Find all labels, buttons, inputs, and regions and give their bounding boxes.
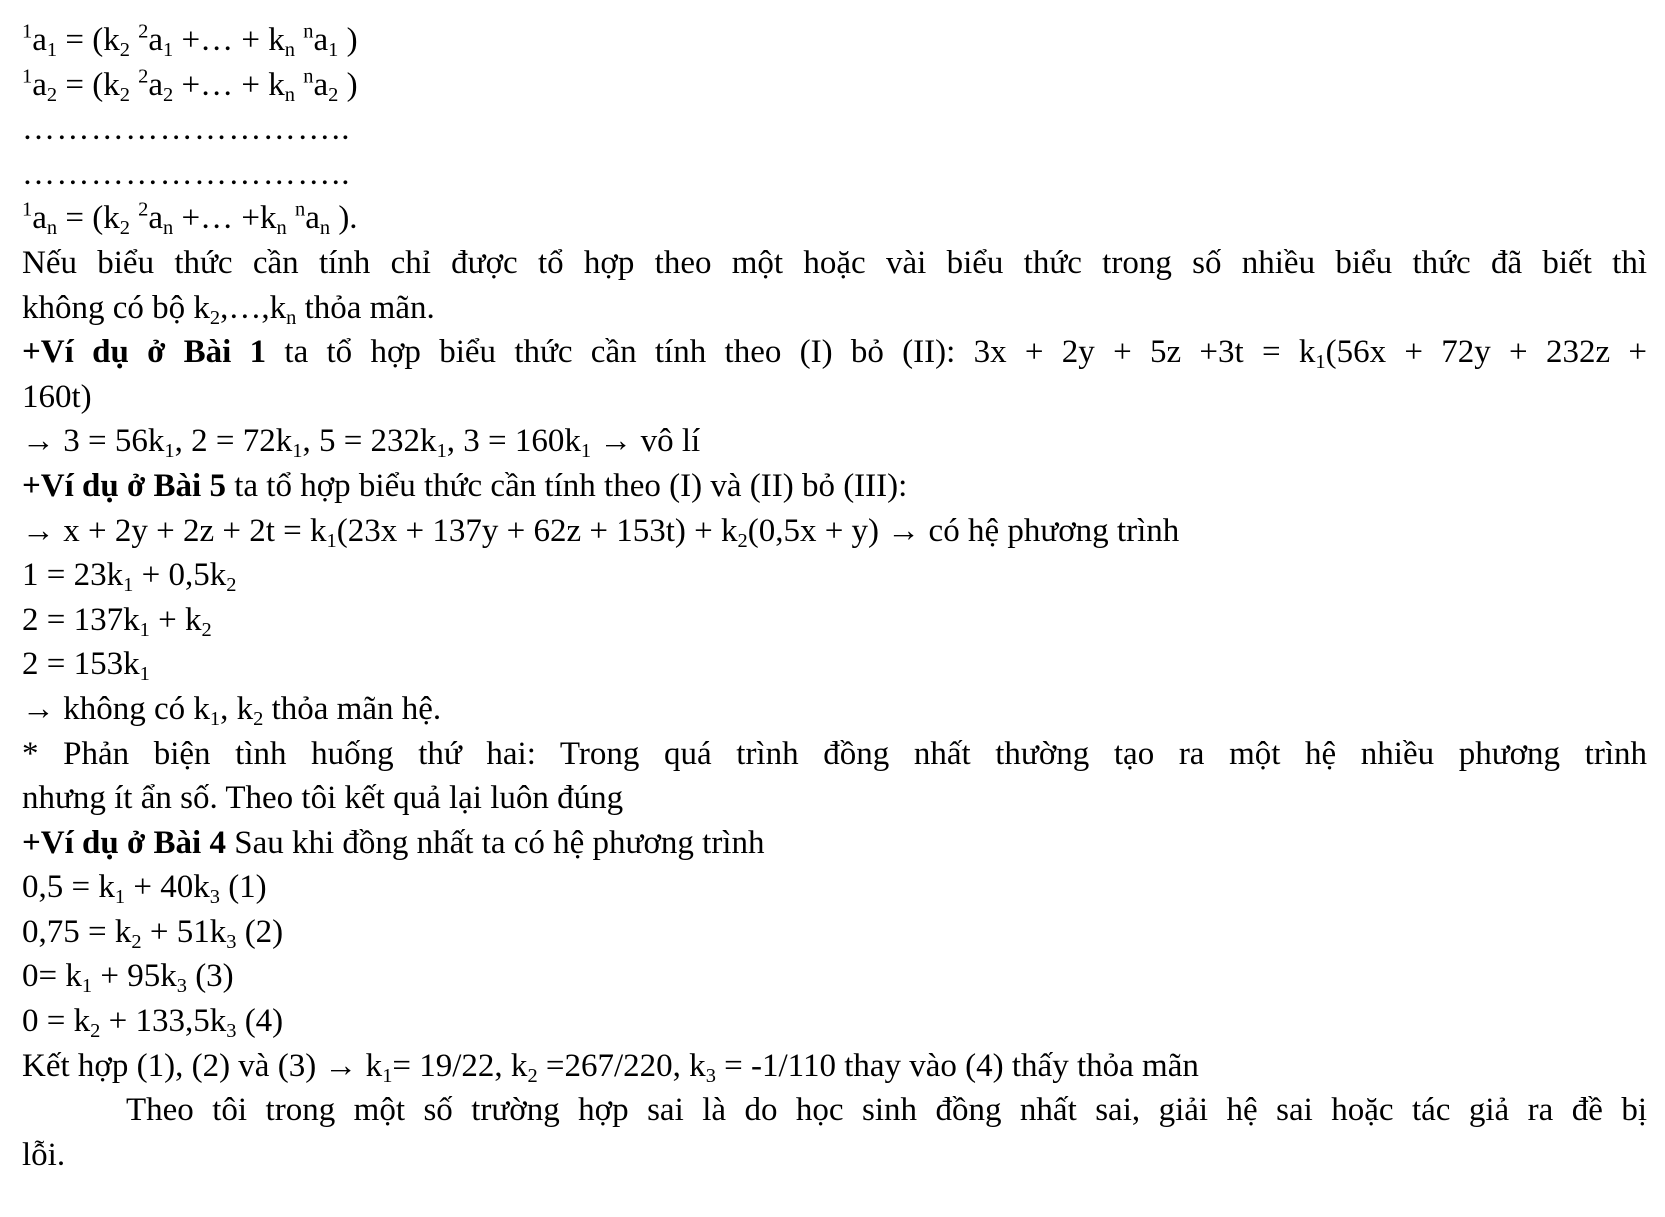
- text-run: Theo tôi trong một số trường hợp sai là do học sinh đồng nhất sai, giải hệ sai hoặc tác giả ra đề bị: [126, 1092, 1647, 1129]
- text-run: [130, 22, 138, 58]
- text-run: (56x + 72y + 232z +: [1325, 334, 1648, 371]
- subscript: 1: [292, 440, 303, 463]
- subscript: n: [284, 83, 295, 106]
- subscript: 2: [119, 83, 130, 106]
- text-run: → vô lí: [591, 423, 701, 460]
- text-run: a: [148, 66, 164, 103]
- text-run: 0,75 = k: [22, 913, 132, 950]
- text-run: (4): [236, 1003, 284, 1040]
- subscript: 2: [527, 1064, 538, 1087]
- superscript: 1: [22, 199, 33, 222]
- text-run: , 3 = 160k: [446, 423, 581, 460]
- text-run: 0= k: [22, 958, 82, 995]
- text-run: a: [313, 22, 329, 58]
- text-line: [22, 642, 1647, 687]
- text-run: → không có k: [22, 690, 210, 727]
- subscript: 1: [328, 39, 339, 62]
- text-line: [22, 999, 1647, 1044]
- text-line: [22, 1044, 1647, 1089]
- subscript: 1: [382, 1064, 393, 1087]
- text-run: + 51k: [141, 913, 227, 950]
- text-line: [22, 553, 1647, 598]
- subscript: n: [163, 217, 174, 240]
- subscript: 2: [201, 618, 212, 641]
- text-line: [22, 241, 1647, 286]
- text-line: [22, 196, 1647, 241]
- text-run: (1): [219, 869, 267, 906]
- ellipsis-line: [22, 152, 1647, 197]
- text-run: ,…,k: [220, 289, 287, 326]
- text-run: a: [32, 200, 47, 237]
- subscript: 3: [209, 886, 220, 909]
- text-run: ): [338, 22, 358, 58]
- text-run: , k: [220, 690, 254, 727]
- text-run: lỗi.: [22, 1136, 66, 1173]
- subscript: 1: [114, 886, 126, 909]
- text-run: không có bộ k: [22, 289, 210, 326]
- text-run: 160t): [22, 378, 92, 415]
- subscript: 2: [253, 708, 264, 731]
- text-run: , 5 = 232k: [302, 423, 437, 460]
- bold-label: +Ví dụ ở Bài 5: [22, 467, 226, 504]
- subscript: 1: [123, 574, 134, 597]
- text-line: [22, 954, 1647, 999]
- text-line: [22, 910, 1647, 955]
- text-run: + k: [149, 601, 202, 638]
- subscript: 2: [46, 83, 58, 106]
- superscript: n: [303, 65, 314, 88]
- subscript: n: [276, 217, 287, 240]
- text-line: [22, 464, 1647, 509]
- text-run: ta tổ hợp biểu thức cần tính theo (I) bỏ (II): 3x + 2y + 5z +3t = k: [266, 334, 1316, 371]
- text-run: (2): [236, 913, 284, 950]
- subscript: 1: [1315, 351, 1326, 374]
- text-run: [295, 22, 303, 58]
- superscript: 2: [138, 65, 149, 88]
- subscript: 1: [163, 39, 174, 62]
- text-run: = 19/22, k: [392, 1047, 528, 1084]
- subscript: 3: [226, 931, 237, 953]
- text-run: + 40k: [125, 869, 210, 906]
- text-run: ): [338, 66, 358, 103]
- superscript: n: [303, 20, 314, 43]
- text-line: [22, 18, 1647, 63]
- subscript: 2: [209, 306, 221, 329]
- subscript: 2: [226, 574, 237, 597]
- text-run: thỏa mãn.: [296, 289, 435, 326]
- text-run: → 3 = 56k: [22, 423, 165, 460]
- subscript: 3: [705, 1064, 716, 1087]
- text-run: a: [32, 22, 47, 58]
- subscript: 1: [139, 663, 150, 686]
- subscript: 3: [176, 975, 187, 998]
- text-line: [22, 63, 1647, 108]
- text-run: a: [148, 22, 164, 58]
- text-line: [22, 509, 1647, 554]
- text-run: =267/220, k: [537, 1047, 706, 1084]
- text-run: thỏa mãn hệ.: [263, 690, 442, 727]
- subscript: 1: [164, 440, 175, 463]
- text-run: (3): [186, 958, 234, 995]
- text-run: , 2 = 72k: [174, 423, 293, 460]
- subscript: 1: [436, 440, 447, 463]
- subscript: 2: [119, 39, 130, 62]
- text-run: * Phản biện tình huống thứ hai: Trong quá trình đồng nhất thường tạo ra một hệ nhiều phương trình: [22, 735, 1647, 772]
- text-run: nhưng ít ẩn số. Theo tôi kết quả lại luôn đúng: [22, 780, 624, 817]
- subscript: 1: [46, 39, 58, 62]
- text-run: [295, 67, 303, 103]
- subscript: 1: [81, 975, 93, 998]
- subscript: 2: [90, 1020, 101, 1043]
- text-run: → x + 2y + 2z + 2t = k: [22, 512, 327, 549]
- text-run: = (k: [57, 66, 120, 103]
- text-run: a: [32, 66, 47, 103]
- text-run: [287, 200, 295, 236]
- text-run: a: [313, 66, 329, 103]
- subscript: n: [284, 39, 295, 62]
- text-line: [22, 375, 1647, 420]
- text-line: [22, 330, 1647, 375]
- text-run: +… + k: [173, 22, 285, 58]
- text-run: (0,5x + y) → có hệ phương trình: [747, 512, 1180, 549]
- text-run: = -1/110 thay vào (4) thấy thỏa mãn: [715, 1047, 1199, 1084]
- text-line: [22, 865, 1647, 910]
- text-run: a: [305, 200, 320, 237]
- text-run: a: [148, 200, 164, 237]
- text-run: 1 = 23k: [22, 557, 124, 594]
- subscript: 2: [737, 529, 748, 552]
- subscript: 2: [119, 217, 130, 240]
- subscript: n: [46, 217, 58, 240]
- subscript: 2: [131, 931, 142, 953]
- text-run: Sau khi đồng nhất ta có hệ phương trình: [225, 824, 765, 861]
- text-line: [22, 286, 1647, 331]
- subscript: 2: [328, 83, 339, 106]
- text-run: + 0,5k: [133, 557, 227, 594]
- text-run: [130, 67, 138, 103]
- text-run: = (k: [57, 200, 120, 237]
- text-run: ………………………..: [22, 111, 351, 148]
- text-run: 2 = 153k: [22, 646, 140, 683]
- subscript: 1: [139, 618, 150, 641]
- text-line: [22, 732, 1647, 777]
- text-run: Kết hợp (1), (2) và (3) → k: [22, 1047, 383, 1084]
- text-run: ).: [330, 200, 358, 237]
- text-run: ………………………..: [22, 155, 351, 192]
- text-run: +… + k: [173, 66, 285, 103]
- text-run: 0,5 = k: [22, 869, 115, 906]
- ellipsis-line: [22, 107, 1647, 152]
- superscript: 1: [22, 20, 33, 43]
- superscript: 2: [138, 199, 149, 222]
- document-page: [22, 18, 1647, 1177]
- text-run: ta tổ hợp biểu thức cần tính theo (I) và (II) bỏ (III):: [225, 467, 908, 504]
- superscript: n: [294, 199, 306, 222]
- subscript: n: [286, 306, 297, 329]
- subscript: 3: [226, 1020, 237, 1043]
- text-line: [22, 821, 1647, 866]
- text-line: [22, 687, 1647, 732]
- text-run: +… +k: [173, 200, 277, 237]
- text-run: + 95k: [92, 958, 177, 995]
- text-run: [130, 200, 138, 236]
- subscript: 1: [326, 529, 337, 552]
- text-line: [22, 1133, 1647, 1178]
- superscript: 2: [138, 20, 149, 43]
- subscript: 2: [163, 83, 174, 106]
- text-run: 0 = k: [22, 1003, 91, 1040]
- text-line: [22, 1088, 1647, 1133]
- text-line: [22, 598, 1647, 643]
- text-run: (23x + 137y + 62z + 153t) + k: [336, 512, 738, 549]
- superscript: 1: [22, 65, 33, 88]
- text-run: 2 = 137k: [22, 601, 140, 638]
- subscript: 1: [209, 708, 221, 731]
- text-run: = (k: [57, 22, 120, 58]
- text-line: [22, 419, 1647, 464]
- text-line: [22, 776, 1647, 821]
- bold-label: +Ví dụ ở Bài 1: [22, 334, 267, 371]
- subscript: n: [319, 217, 331, 240]
- bold-label: +Ví dụ ở Bài 4: [22, 824, 226, 861]
- text-run: Nếu biểu thức cần tính chỉ được tổ hợp theo một hoặc vài biểu thức trong số nhiều biểu thức đã biết thì: [22, 244, 1647, 281]
- text-run: + 133,5k: [100, 1003, 227, 1040]
- subscript: 1: [580, 440, 592, 463]
